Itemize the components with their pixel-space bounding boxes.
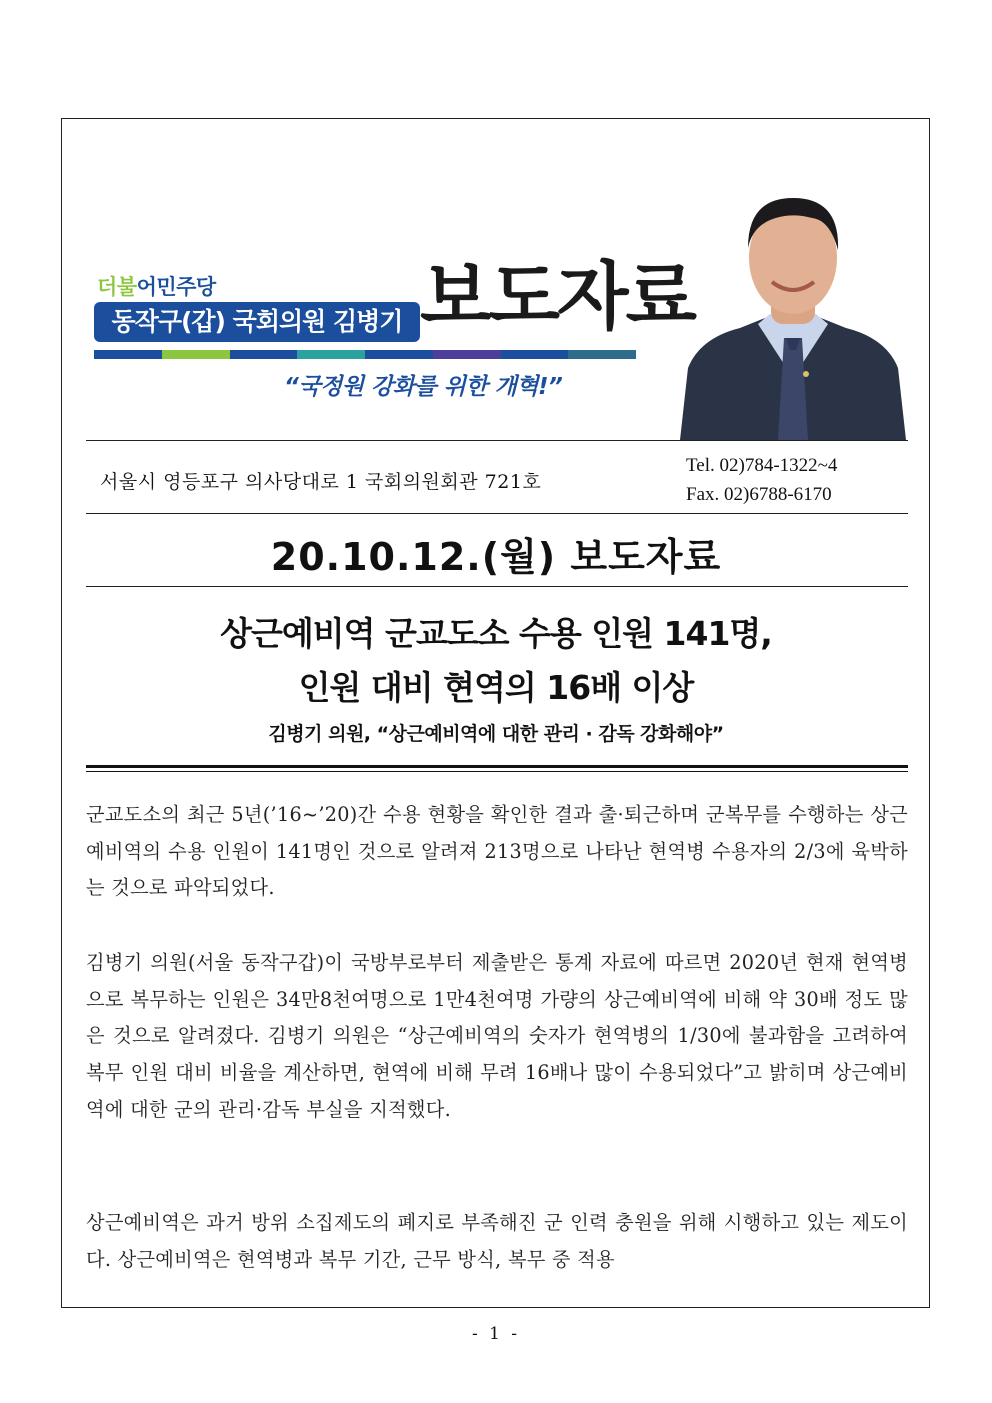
color-stripe-segment — [365, 350, 433, 359]
color-stripe-bar — [94, 350, 636, 359]
header-divider — [86, 440, 908, 441]
tel-number: Tel. 02)784-1322~4 — [686, 455, 838, 476]
headline-line-1: 상근예비역 군교도소 수용 인원 141명, — [220, 614, 772, 653]
color-stripe-segment — [162, 350, 230, 359]
color-stripe-segment — [433, 350, 501, 359]
contact-divider — [86, 513, 908, 514]
double-rule-thin — [86, 771, 908, 772]
release-date-title: 20.10.12.(월) 보도자료 — [270, 535, 722, 579]
body-paragraph-3: 상근예비역은 과거 방위 소집제도의 폐지로 부족해진 군 인력 충원을 위해 시행하고 있는 제도이다. 상근예비역은 현역병과 복무 기간, 근무 방식, 복무 중 적용 — [86, 1211, 908, 1271]
double-rule-thick — [86, 765, 908, 768]
headline-subtitle: 김병기 의원, “상근예비역에 대한 관리 · 감독 강화해야” — [268, 723, 724, 745]
page-number: - 1 - — [471, 1324, 521, 1344]
color-stripe-segment — [501, 350, 569, 359]
body-paragraph-2: 김병기 의원(서울 동작구갑)이 국방부로부터 제출받은 통계 자료에 따르면 2020년 현재 현역병으로 복무하는 인원은 34만8천여명으로 1만4천여명 가량의 상근예비역에 비해 약 30배 정도 많은 것으로 알려졌다. 김병기 의원은 “상근예비역의 숫자가 현역병의 1/30에 불과함을 고려하여 복무 인원 대비 비율을 계산하면, 현역에 비해 무려 16배나 많이 수용되었다”고 밝히며 상근예비역에 대한 군의 관리·감독 부실을 지적했다. — [86, 951, 908, 1121]
portrait-photo — [680, 178, 906, 440]
title-divider — [86, 586, 908, 587]
color-stripe-segment — [230, 350, 298, 359]
slogan: “국정원 강화를 위한 개혁!” — [284, 374, 563, 400]
party-name-part2: 어민주당 — [136, 275, 216, 299]
color-stripe-segment — [297, 350, 365, 359]
color-stripe-segment — [568, 350, 636, 359]
party-logo-text — [97, 271, 216, 301]
headline-line-2: 인원 대비 현역의 16배 이상 — [298, 668, 694, 707]
press-release-label: 보도자료 — [420, 254, 694, 340]
member-title-box: 동작구(갑) 국회의원 김병기 — [94, 302, 420, 342]
office-address: 서울시 영등포구 의사당대로 1 국회의원회관 721호 — [100, 471, 542, 493]
color-stripe-segment — [94, 350, 162, 359]
fax-number: Fax. 02)6788-6170 — [686, 484, 832, 505]
party-name-part1: 더불 — [97, 275, 137, 299]
body-paragraph-1: 군교도소의 최근 5년(’16~’20)간 수용 현황을 확인한 결과 출·퇴근하며 군복무를 수행하는 상근예비역의 수용 인원이 141명인 것으로 알려져 213명으로 나타난 현역병 수용자의 2/3에 육박하는 것으로 파악되었다. — [86, 803, 908, 900]
contact-block — [686, 451, 837, 509]
